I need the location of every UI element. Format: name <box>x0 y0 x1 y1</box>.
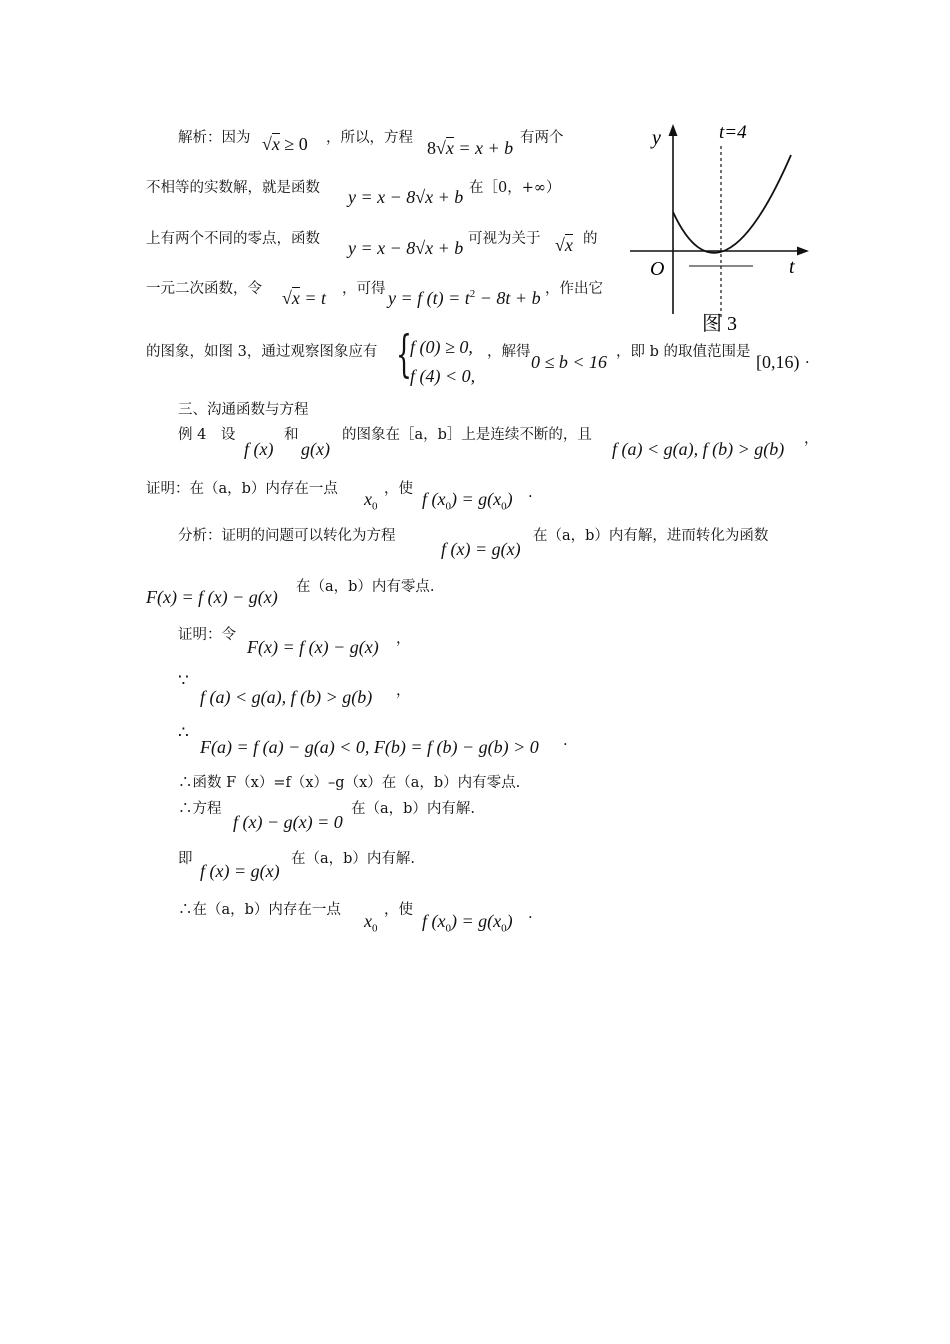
proof-line5-b: 在（a，b）内有解. <box>351 801 476 817</box>
para1-line1-a: 解析：因为 <box>178 130 251 146</box>
para1-line2-a: 不相等的实数解，就是函数 <box>146 180 320 196</box>
proof-line1-a: 证明：令 <box>178 627 236 643</box>
fx-1: f (x) <box>244 439 274 459</box>
function-y-2: y = x − 8√x + b <box>348 238 464 258</box>
fx-eq-gx-2: f (x) = g(x) <box>200 861 280 881</box>
section3-heading: 三、沟通函数与方程 <box>178 402 309 418</box>
example4-line2-b: ，使 <box>384 481 413 497</box>
Fx-definition-1: F(x) = f (x) − g(x) <box>146 587 278 607</box>
condition-f4: f (4) < 0, <box>410 366 476 386</box>
condition-system <box>396 325 496 389</box>
figure-caption: 图 3 <box>702 313 737 333</box>
proof-line6-a: 即 <box>178 851 193 867</box>
example4-line1-d: ， <box>804 431 819 447</box>
para1-line4-b: ，可得 <box>342 281 386 297</box>
para1-line1-b: ，所以，方程 <box>326 130 413 146</box>
proof-line2-b: ， <box>396 683 411 699</box>
proof-line3-b: . <box>563 733 568 749</box>
equation-8sqrtx: 8√x = x + b <box>427 138 514 158</box>
example4-line1-a: 例 4 设 <box>178 427 236 443</box>
interval-0-16: [0,16) <box>756 352 800 372</box>
fx-minus-gx-zero: f (x) − g(x) = 0 <box>233 812 343 832</box>
fx0-eq-gx0-2: f $(x_0) = g(x_0)$ <box>422 911 513 935</box>
t4-label: t=4 <box>719 122 747 143</box>
proof-line7-a: ∴在（a，b）内存在一点 <box>178 902 341 918</box>
proof-line1-b: ， <box>396 631 411 647</box>
para1-line3-c: 的 <box>583 231 598 247</box>
Fa-Fb-signs: F(a) = f (a) − g(a) < 0, F(b) = f (b) − g(b) > 0 <box>200 737 539 757</box>
para1-line5-c: ，即 b 的取值范围是 <box>616 344 751 360</box>
t-axis-label: t <box>789 256 795 278</box>
inequalities-2: f (a) < g(a), f (b) > g(b) <box>200 687 373 707</box>
proof-line6-b: 在（a，b）内有解. <box>291 851 416 867</box>
para1-line5-a: 的图象，如图 3，通过观察图象应有 <box>146 344 378 360</box>
proof-line7-c: . <box>528 906 533 922</box>
gx-1: g(x) <box>301 439 330 459</box>
analysis-line1-b: 在（a，b）内有解，进而转化为函数 <box>533 528 769 544</box>
para1-line3-b: 可视为关于 <box>468 231 541 247</box>
analysis-line2-b: 在（a，b）内有零点. <box>296 579 435 595</box>
para1-line4-a: 一元二次函数，令 <box>146 281 262 297</box>
origin-label: O <box>650 258 665 280</box>
parabola-curve <box>673 155 791 253</box>
example4-line2-a: 证明：在（a，b）内存在一点 <box>146 481 338 497</box>
b-range: 0 ≤ b < 16 <box>531 352 608 372</box>
sqrt-x-2: √x <box>555 235 573 255</box>
y-axis-label: y <box>652 127 661 149</box>
condition-f0: f (0) ≥ 0, <box>410 337 473 357</box>
t-axis-arrow <box>797 247 809 256</box>
example4-line1-c: 的图象在［a，b］上是连续不断的，且 <box>342 427 592 443</box>
x0-2: $x_0$ <box>364 911 378 935</box>
quadratic-ft: y = f $(t) = t^2 - 8t + b$ <box>388 288 541 308</box>
proof-line7-b: ，使 <box>384 902 413 918</box>
fx-eq-gx-1: f (x) = g(x) <box>441 539 521 559</box>
example4-line2-c: . <box>528 485 533 501</box>
example4-line1-b: 和 <box>284 427 299 443</box>
sqrt-x-eq-t: √x = t <box>282 288 327 308</box>
y-axis-arrow <box>669 124 678 136</box>
proof-line5-a: ∴方程 <box>178 801 222 817</box>
para1-line1-c: 有两个 <box>520 130 564 146</box>
para1-line2-b: 在［0，+∞） <box>469 180 561 196</box>
therefore-symbol: ∴ <box>178 723 189 743</box>
para1-line4-c: ，作出它 <box>545 281 603 297</box>
fx0-eq-gx0-1: f $(x_0) = g(x_0)$ <box>422 489 513 513</box>
figure-3-graph <box>622 118 822 333</box>
para1-line5-d: . <box>805 351 810 367</box>
Fx-definition-2: F(x) = f (x) − g(x) <box>247 637 379 657</box>
proof-line4: ∴函数 F（x）=f（x）–g（x）在（a，b）内有零点. <box>178 775 521 791</box>
left-brace: { <box>396 325 412 383</box>
analysis-line1-a: 分析：证明的问题可以转化为方程 <box>178 528 396 544</box>
para1-line3-a: 上有两个不同的零点，函数 <box>146 231 320 247</box>
para1-line5-b: ，解得 <box>487 344 531 360</box>
function-y-1: y = x − 8√x + b <box>348 187 464 207</box>
because-symbol: ∵ <box>178 671 189 691</box>
x0-1: $x_0$ <box>364 489 378 513</box>
inequalities: f (a) < g(a), f (b) > g(b) <box>612 439 785 459</box>
sqrt-x-geq-0: √x ≥ 0 <box>262 134 308 154</box>
